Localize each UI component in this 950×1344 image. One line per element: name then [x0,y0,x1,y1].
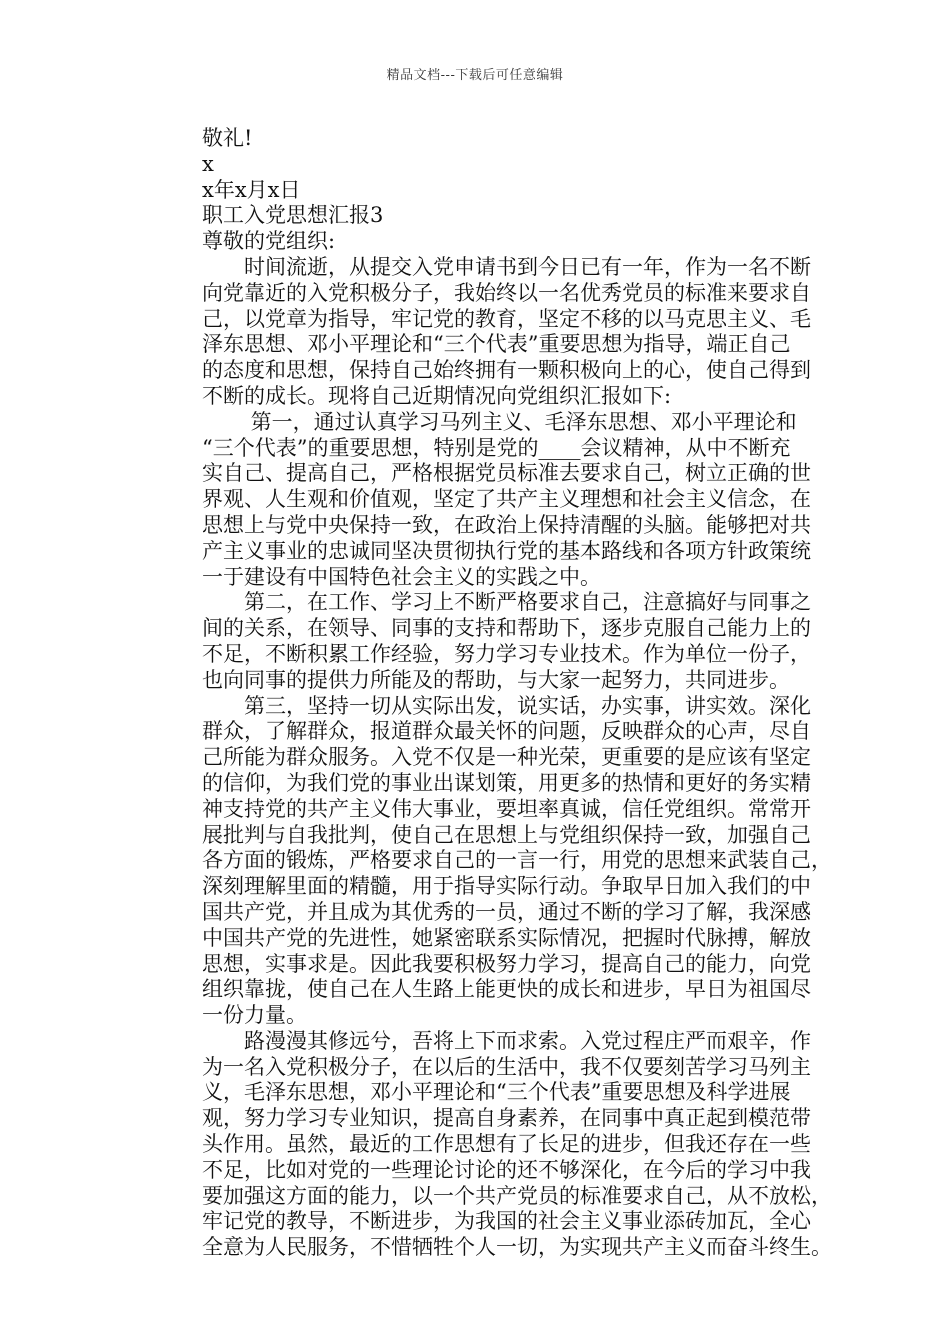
paragraphs [202,254,832,1261]
paragraph-line: 牢记党的教导，不断进步，为我国的社会主义事业添砖加瓦，全心 [202,1209,811,1234]
closing-signature: x [202,151,214,176]
paragraph-line: 己所能为群众服务。入党不仅是一种光荣，更重要的是应该有坚定 [202,745,811,770]
paragraph-line: 思想上与党中央保持一致，在政治上保持清醒的头脑。能够把对共 [202,512,811,537]
paragraph-line: 的态度和思想，保持自己始终拥有一颗积极向上的心，使自己得到 [202,358,811,383]
greeting: 尊敬的党组织: [202,229,336,254]
paragraph-line: 组织靠拢，使自己在人生路上能更快的成长和进步，早日为祖国尽 [202,977,811,1002]
paragraph-line: 展批判与自我批判，使自己在思想上与党组织保持一致，加强自己 [202,822,811,847]
paragraph-line: 的信仰，为我们党的事业出谋划策，用更多的热情和更好的务实精 [202,770,811,795]
paragraph-line: 第二，在工作、学习上不断严格要求自己，注意搞好与同事之 [202,590,811,615]
paragraph-line: 各方面的锻炼，严格要求自己的一言一行，用党的思想来武装自己， [202,848,832,873]
paragraph-line: 实自己、提高自己，严格根据党员标准去要求自己，树立正确的世 [202,461,811,486]
paragraph-line: 界观、人生观和价值观，坚定了共产主义理想和社会主义信念，在 [202,487,811,512]
paragraph-line: 一于建设有中国特色社会主义的实践之中。 [202,564,601,589]
paragraph-line: 全意为人民服务，不惜牺牲个人一切，为实现共产主义而奋斗终生。 [202,1235,832,1260]
closing-salute: 敬礼! [202,126,253,150]
paragraph [202,590,816,693]
paragraph-line: 第三，坚持一切从实际出发，说实话，办实事，讲实效。深化 [202,693,811,718]
paragraph-line: 己，以党章为指导，牢记党的教育，坚定不移的以马克思主义、毛 [202,306,811,331]
paragraph-line: 时间流逝，从提交入党申请书到今日已有一年，作为一名不断 [202,254,811,279]
paragraph [202,410,816,591]
document-title: 职工入党思想汇报3 [202,203,384,228]
paragraph-line: 产主义事业的忠诚同坚决贯彻执行党的基本路线和各项方针政策统 [202,538,811,563]
paragraph-line: 群众，了解群众，报道群众最关怀的问题，反映群众的心声，尽自 [202,719,811,744]
paragraph-line: 义，毛泽东思想，邓小平理论和“三个代表”重要思想及科学进展 [202,1080,791,1105]
paragraph-line: 神支持党的共产主义伟大事业，要坦率真诚，信任党组织。常常开 [202,796,811,821]
paragraph-line: 不足，比如对党的一些理论讨论的还不够深化，在今后的学习中我 [202,1157,811,1182]
paragraph-line: 向党靠近的入党积极分子，我始终以一名优秀党员的标准来要求自 [202,280,811,305]
paragraph-line: 泽东思想、邓小平理论和“三个代表”重要思想为指导，端正自己 [202,332,791,357]
paragraph-line: 为一名入党积极分子，在以后的生活中，我不仅要刻苦学习马列主 [202,1054,811,1079]
paragraph [202,255,816,410]
paragraph-line: 国共产党，并且成为其优秀的一员，通过不断的学习了解，我深感 [202,899,811,924]
paragraph-line: 一份力量。 [202,1003,307,1028]
paragraph-line: 要加强这方面的能力，以一个共产党员的标准要求自己，从不放松， [202,1183,832,1208]
paragraph-line: 也向同事的提供力所能及的帮助，与大家一起努力，共同进步。 [202,667,790,692]
page-header: 精品文档---下载后可任意编辑 [386,68,564,83]
paragraph-line: 头作用。虽然，最近的工作思想有了长足的进步，但我还存在一些 [202,1132,811,1157]
paragraph-line: 间的关系，在领导、同事的支持和帮助下，逐步克服自己能力上的 [202,616,811,641]
document-body [202,126,832,1261]
paragraph-line: 第一，通过认真学习马列主义、毛泽东思想、邓小平理论和 [202,409,797,434]
paragraph [202,693,832,1029]
paragraph-line: 观，努力学习专业知识，提高自身素养，在同事中真正起到模范带 [202,1106,811,1131]
paragraph [202,1028,832,1261]
paragraph-line: 思想，实事求是。因此我要积极努力学习，提高自己的能力，向党 [202,951,811,976]
paragraph-line: 路漫漫其修远兮，吾将上下而求索。入党过程庄严而艰辛，作 [202,1028,811,1053]
paragraph-line: 深刻理解里面的精髓，用于指导实际行动。争取早日加入我们的中 [202,874,811,899]
paragraph-line: 不断的成长。现将自己近期情况向党组织汇报如下: [202,383,672,408]
paragraph-line: 不足，不断积累工作经验，努力学习专业技术。作为单位一份子， [202,641,811,666]
paragraph-line: “三个代表”的重要思想，特别是党的____会议精神，从中不断充 [202,435,791,460]
paragraph-line: 中国共产党的先进性，她紧密联系实际情况，把握时代脉搏，解放 [202,925,811,950]
closing-date: x年x月x日 [202,177,301,202]
